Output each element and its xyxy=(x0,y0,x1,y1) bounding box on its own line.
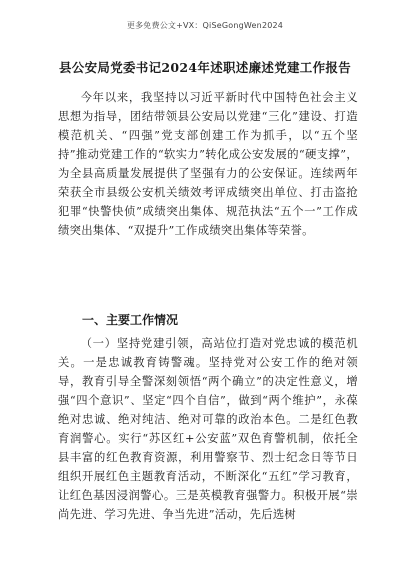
document-title: 县公安局党委书记2024年述职述廉述党建工作报告 xyxy=(59,60,351,75)
intro-paragraph: 今年以来，我坚持以习近平新时代中国特色社会主义思想为指导，团结带领县公安局以党建“三化”建设、打造模范机关、“四强”党支部创建工作为抓手，以“五个坚持”推动党建工作的“软实力”转化成公安发展的“硬支撑”，为全县高质量发展提供了坚强有力的公安保证。连续两年荣获全市县级公安机关绩效考评成绩突出单位、打击盗抢犯罪“快警快侦”成绩突出集体、规范执法“五个一”工作成绩突出集体、“双提升”工作成绩突出集体等荣誉。 xyxy=(58,91,358,237)
watermark-text: 更多免费公文+VX：QiSeGongWen2024 xyxy=(126,21,284,30)
section-paragraph: （一）坚持党建引领，高站位打造对党忠诚的模范机关。一是忠诚教育铸警魂。坚持党对公安工作的绝对领导，教育引导全警深刻领悟“两个确立”的决定性意义，增强“四个意识”、坚定“四个自信”，做到“两个维护”，永葆绝对忠诚、绝对纯洁、绝对可靠的政治本色。二是红色教育润警心。实行“苏区红+公安蓝”双色育警机制，依托全县丰富的红色教育资源，利用警察节、烈士纪念日等节日组织开展红色主题教育活动，不断深化“五红”学习教育，让红色基因浸润警心。三是英模教育强警力。积极开展“崇尚先进、学习先进、争当先进”活动，先后选树 xyxy=(58,337,358,521)
section-heading: 一、主要工作情况 xyxy=(82,313,179,327)
